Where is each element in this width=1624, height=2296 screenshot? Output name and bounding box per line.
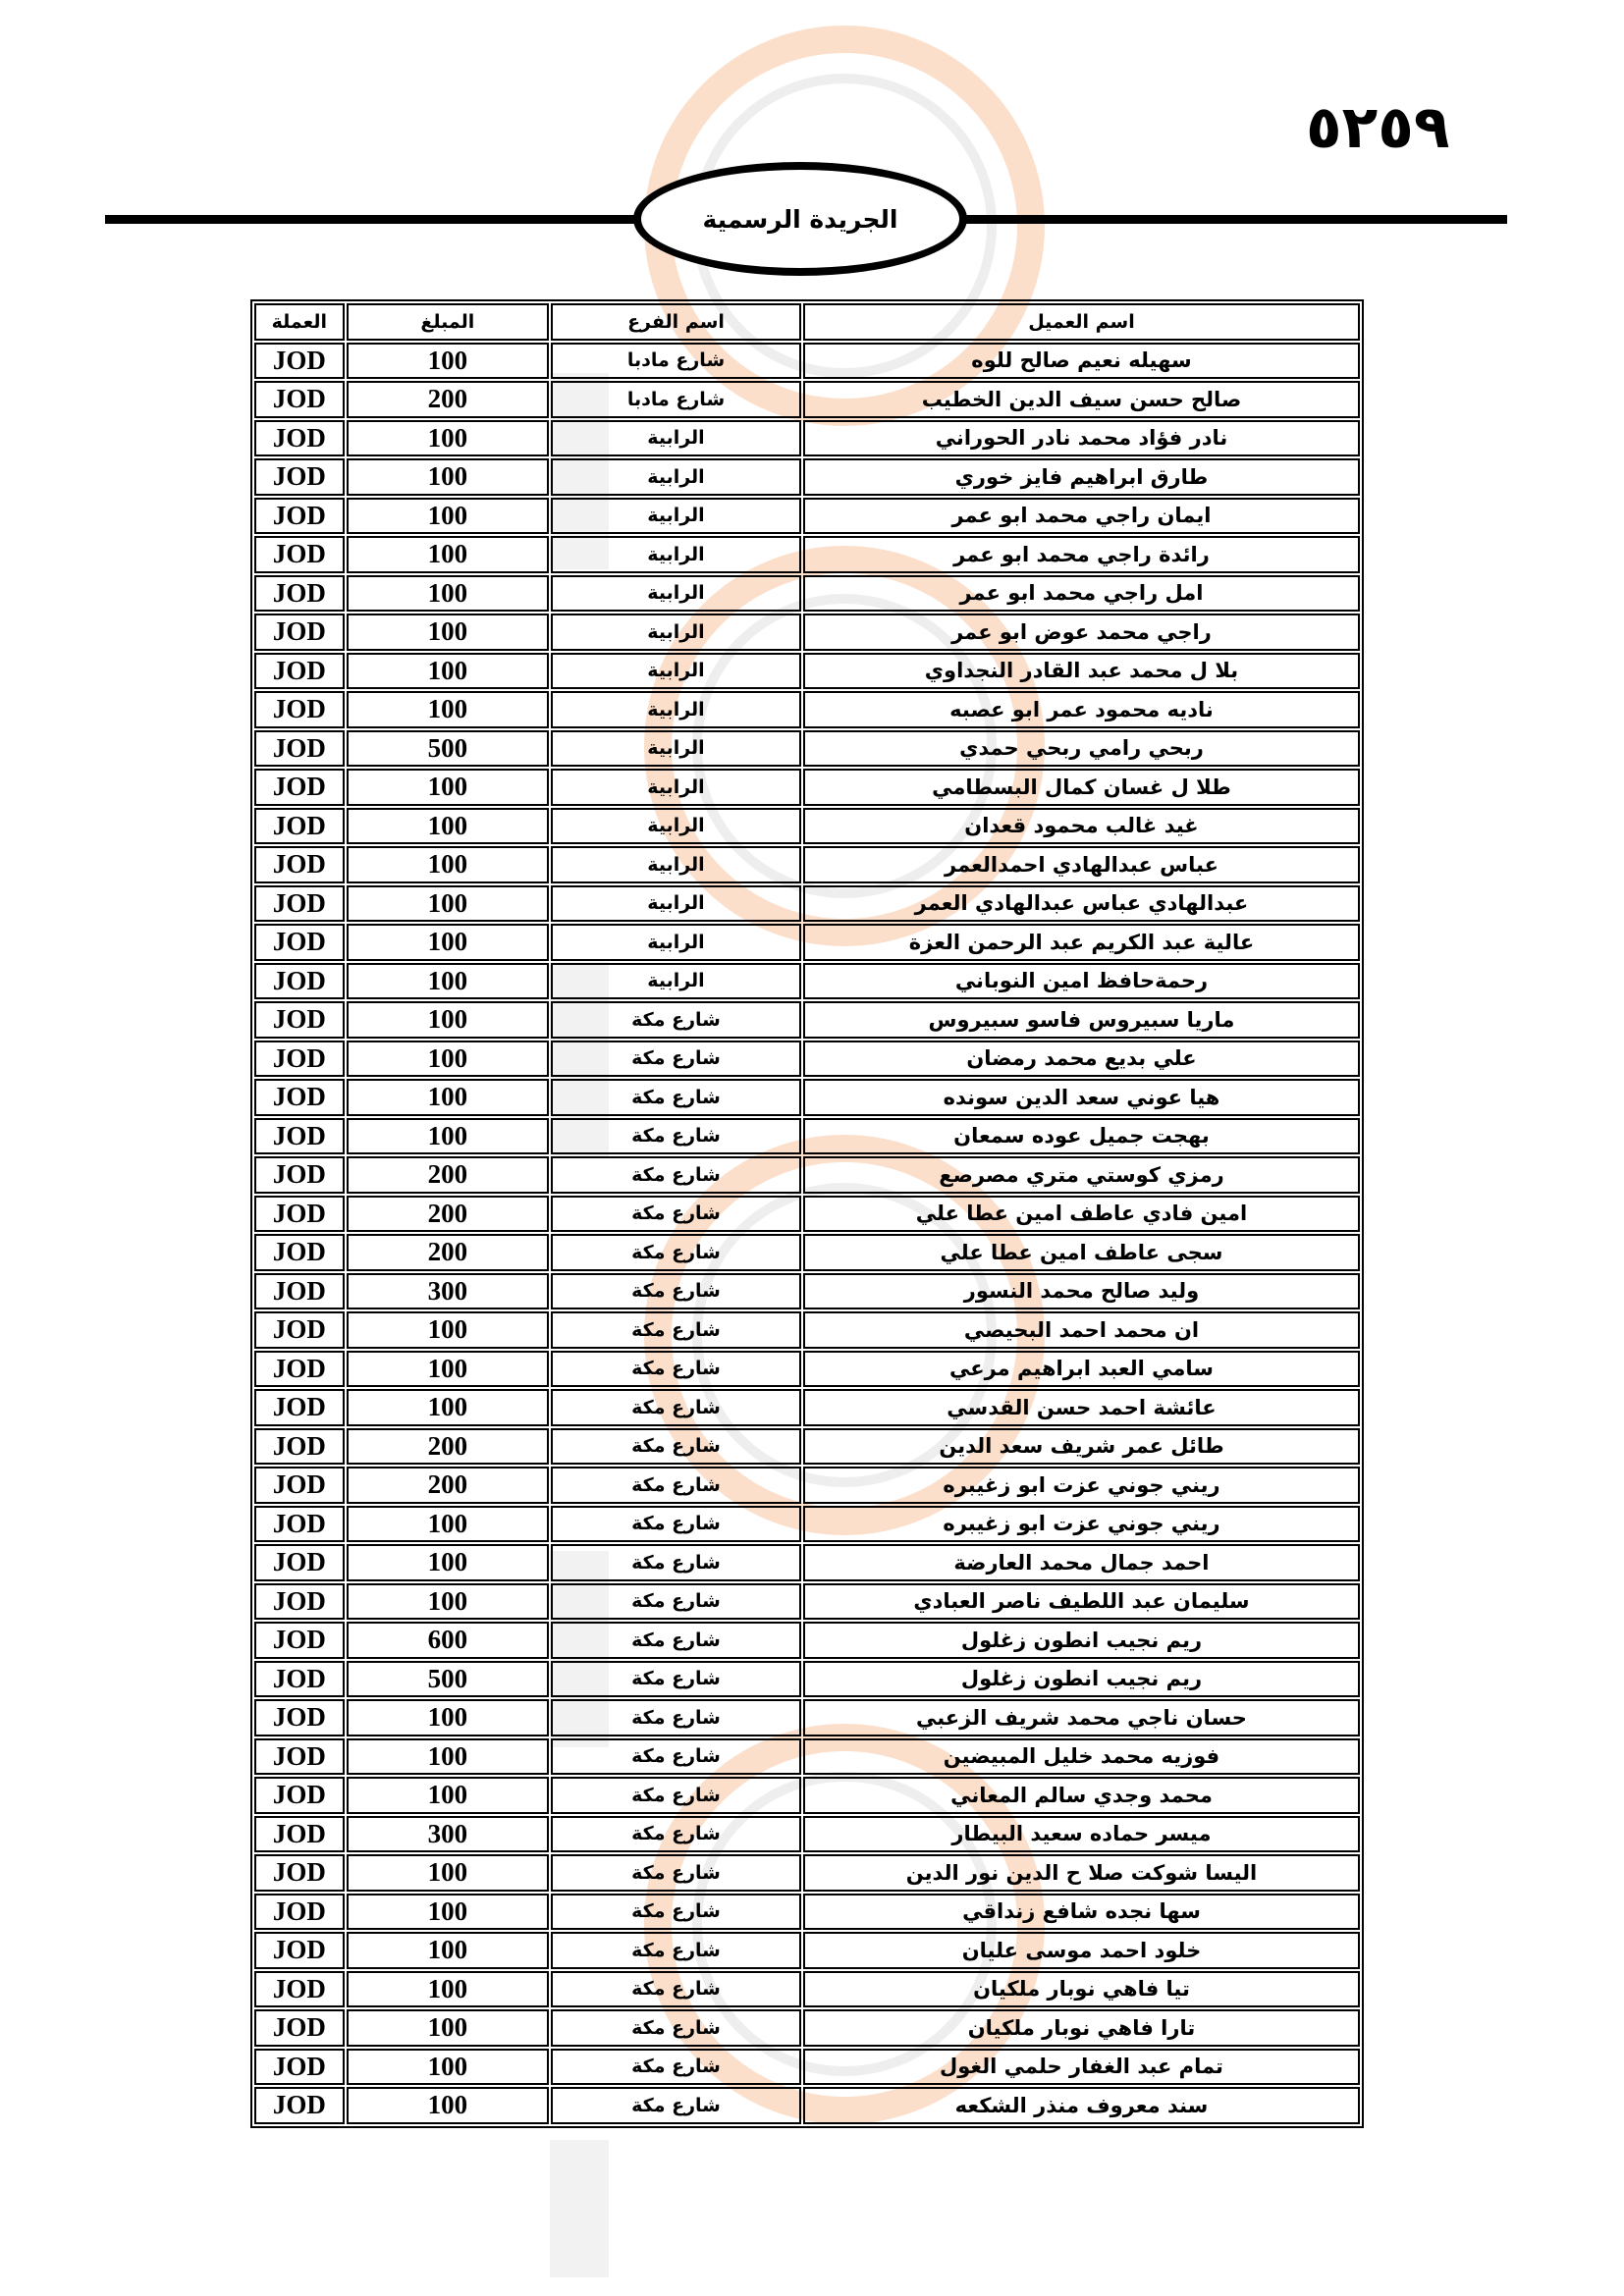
table-row: [254, 1971, 1360, 2008]
table-row: [254, 885, 1360, 923]
table-row: [254, 1351, 1360, 1388]
table-row: [254, 420, 1360, 457]
currency-cell: JOD: [254, 1156, 345, 1194]
table-row: [254, 498, 1360, 535]
amount-cell: 100: [347, 1894, 549, 1931]
ledger-table: [250, 299, 1364, 2128]
customer-name-cell: اليسا شوكت صلا ح الدين نور الدين: [803, 1854, 1360, 1892]
table-row: [254, 846, 1360, 883]
table-row: [254, 1196, 1360, 1233]
currency-cell: JOD: [254, 885, 345, 923]
customer-name-cell: سها نجده شافع زنداقي: [803, 1894, 1360, 1931]
branch-cell: شارع مكة: [551, 1079, 801, 1116]
table-row: [254, 1699, 1360, 1736]
customer-name-cell: ربحي رامي ربحي حمدي: [803, 730, 1360, 768]
ledger-body: [254, 343, 1360, 2124]
header-amount: المبلغ: [347, 303, 549, 341]
amount-cell: 100: [347, 1001, 549, 1039]
customer-name-cell: ريني جوني عزت ابو زغيبره: [803, 1467, 1360, 1504]
customer-name-cell: حسان ناجي محمد شريف الزعبي: [803, 1699, 1360, 1736]
table-row: [254, 808, 1360, 845]
customer-name-cell: ريم نجيب انطون زغلول: [803, 1622, 1360, 1659]
customer-name-cell: سجى عاطف امين عطا علي: [803, 1234, 1360, 1271]
customer-name-cell: سهيله نعيم صالح للوه: [803, 343, 1360, 380]
currency-cell: JOD: [254, 730, 345, 768]
branch-cell: شارع مكة: [551, 1854, 801, 1892]
branch-cell: الرابية: [551, 536, 801, 573]
customer-name-cell: تمام عبد الغفار حلمي الغول: [803, 2049, 1360, 2086]
branch-cell: الرابية: [551, 808, 801, 845]
currency-cell: JOD: [254, 1894, 345, 1931]
amount-cell: 100: [347, 1854, 549, 1892]
table-row: [254, 1428, 1360, 1466]
currency-cell: JOD: [254, 1273, 345, 1310]
amount-cell: 500: [347, 1661, 549, 1698]
customer-name-cell: ايمان راجي محمد ابو عمر: [803, 498, 1360, 535]
currency-cell: JOD: [254, 614, 345, 651]
currency-cell: JOD: [254, 1041, 345, 1078]
branch-cell: شارع مكة: [551, 1816, 801, 1853]
branch-cell: شارع مكة: [551, 1544, 801, 1581]
amount-cell: 100: [347, 1351, 549, 1388]
customer-name-cell: سامي العبد ابراهيم مرعي: [803, 1351, 1360, 1388]
currency-cell: JOD: [254, 924, 345, 961]
customer-name-cell: عائشة احمد حسن القدسي: [803, 1389, 1360, 1426]
branch-cell: الرابية: [551, 846, 801, 883]
currency-cell: JOD: [254, 2087, 345, 2124]
branch-cell: الرابية: [551, 498, 801, 535]
currency-cell: JOD: [254, 691, 345, 728]
amount-cell: 300: [347, 1816, 549, 1853]
table-row: [254, 1001, 1360, 1039]
branch-cell: شارع مكة: [551, 1311, 801, 1349]
customer-name-cell: ريم نجيب انطون زغلول: [803, 1661, 1360, 1698]
table-row: [254, 924, 1360, 961]
currency-cell: JOD: [254, 1661, 345, 1698]
table-row: [254, 2009, 1360, 2047]
table-row: [254, 691, 1360, 728]
branch-cell: الرابية: [551, 885, 801, 923]
branch-cell: شارع مكة: [551, 1196, 801, 1233]
amount-cell: 100: [347, 1544, 549, 1581]
amount-cell: 100: [347, 575, 549, 613]
amount-cell: 200: [347, 1467, 549, 1504]
branch-cell: الرابية: [551, 614, 801, 651]
amount-cell: 200: [347, 1156, 549, 1194]
amount-cell: 200: [347, 1234, 549, 1271]
currency-cell: JOD: [254, 1932, 345, 1969]
currency-cell: JOD: [254, 808, 345, 845]
branch-cell: الرابية: [551, 575, 801, 613]
currency-cell: JOD: [254, 420, 345, 457]
amount-cell: 500: [347, 730, 549, 768]
currency-cell: JOD: [254, 2009, 345, 2047]
amount-cell: 100: [347, 1738, 549, 1776]
table-row: [254, 458, 1360, 496]
currency-cell: JOD: [254, 653, 345, 690]
amount-cell: 100: [347, 691, 549, 728]
amount-cell: 300: [347, 1273, 549, 1310]
table-row: [254, 1816, 1360, 1853]
branch-cell: شارع مكة: [551, 1001, 801, 1039]
currency-cell: JOD: [254, 1467, 345, 1504]
amount-cell: 200: [347, 381, 549, 418]
customer-name-cell: خلود احمد موسى عليان: [803, 1932, 1360, 1969]
branch-cell: شارع مكة: [551, 1389, 801, 1426]
currency-cell: JOD: [254, 963, 345, 1000]
branch-cell: الرابية: [551, 769, 801, 806]
amount-cell: 600: [347, 1622, 549, 1659]
branch-cell: شارع مادبا: [551, 343, 801, 380]
header-currency: العملة: [254, 303, 345, 341]
table-row: [254, 1079, 1360, 1116]
amount-cell: 100: [347, 458, 549, 496]
currency-cell: JOD: [254, 498, 345, 535]
customer-name-cell: سند معروف منذر الشكعه: [803, 2087, 1360, 2124]
customer-name-cell: امل راجي محمد ابو عمر: [803, 575, 1360, 613]
table-row: [254, 1738, 1360, 1776]
amount-cell: 100: [347, 2087, 549, 2124]
table-row: [254, 1467, 1360, 1504]
customer-name-cell: ميسر حماده سعيد البيطار: [803, 1816, 1360, 1853]
branch-cell: الرابية: [551, 730, 801, 768]
table-row: [254, 1583, 1360, 1621]
branch-cell: شارع مكة: [551, 1583, 801, 1621]
currency-cell: JOD: [254, 769, 345, 806]
table-row: [254, 1311, 1360, 1349]
table-row: [254, 381, 1360, 418]
branch-cell: شارع مكة: [551, 2049, 801, 2086]
table-row: [254, 653, 1360, 690]
branch-cell: شارع مكة: [551, 1777, 801, 1814]
customer-name-cell: عالية عبد الكريم عبد الرحمن العزة: [803, 924, 1360, 961]
currency-cell: JOD: [254, 2049, 345, 2086]
customer-name-cell: محمد وجدي سالم المعاني: [803, 1777, 1360, 1814]
currency-cell: JOD: [254, 1777, 345, 1814]
amount-cell: 100: [347, 808, 549, 845]
amount-cell: 100: [347, 1389, 549, 1426]
customer-name-cell: غيد غالب محمود قعدان: [803, 808, 1360, 845]
amount-cell: 100: [347, 420, 549, 457]
table-row: [254, 1389, 1360, 1426]
amount-cell: 100: [347, 1932, 549, 1969]
currency-cell: JOD: [254, 1544, 345, 1581]
customer-name-cell: بهجت جميل عوده سمعان: [803, 1118, 1360, 1155]
branch-cell: الرابية: [551, 420, 801, 457]
table-row: [254, 1894, 1360, 1931]
amount-cell: 100: [347, 1506, 549, 1543]
branch-cell: شارع مكة: [551, 1738, 801, 1776]
table-row: [254, 343, 1360, 380]
customer-name-cell: راجي محمد عوض ابو عمر: [803, 614, 1360, 651]
customer-name-cell: علي بديع محمد رمضان: [803, 1041, 1360, 1078]
currency-cell: JOD: [254, 1351, 345, 1388]
currency-cell: JOD: [254, 1738, 345, 1776]
table-row: [254, 1854, 1360, 1892]
amount-cell: 100: [347, 924, 549, 961]
table-row: [254, 1622, 1360, 1659]
currency-cell: JOD: [254, 846, 345, 883]
amount-cell: 100: [347, 846, 549, 883]
branch-cell: شارع مكة: [551, 1894, 801, 1931]
currency-cell: JOD: [254, 1506, 345, 1543]
customer-name-cell: بلا ل محمد عبد القادر النجداوي: [803, 653, 1360, 690]
branch-cell: شارع مكة: [551, 1932, 801, 1969]
customer-name-cell: تيا فاهي نوبار ملكيان: [803, 1971, 1360, 2008]
branch-cell: شارع مكة: [551, 1351, 801, 1388]
customer-name-cell: رائدة راجي محمد ابو عمر: [803, 536, 1360, 573]
currency-cell: JOD: [254, 575, 345, 613]
table-row: [254, 575, 1360, 613]
customer-name-cell: صالح حسن سيف الدين الخطيب: [803, 381, 1360, 418]
currency-cell: JOD: [254, 1001, 345, 1039]
table-row: [254, 1041, 1360, 1078]
currency-cell: JOD: [254, 1816, 345, 1853]
customer-name-cell: سليمان عبد اللطيف ناصر العبادي: [803, 1583, 1360, 1621]
table-row: [254, 1118, 1360, 1155]
amount-cell: 100: [347, 536, 549, 573]
amount-cell: 200: [347, 1428, 549, 1466]
table-row: [254, 1156, 1360, 1194]
customer-name-cell: رحمةحافظ امين النوباني: [803, 963, 1360, 1000]
branch-cell: شارع مكة: [551, 1467, 801, 1504]
table-row: [254, 963, 1360, 1000]
branch-cell: شارع مكة: [551, 1234, 801, 1271]
table-header-row: [254, 303, 1360, 341]
amount-cell: 100: [347, 1041, 549, 1078]
customer-name-cell: طائل عمر شريف سعد الدين: [803, 1428, 1360, 1466]
branch-cell: الرابية: [551, 458, 801, 496]
customer-name-cell: وليد صالح محمد النسور: [803, 1273, 1360, 1310]
amount-cell: 100: [347, 1079, 549, 1116]
amount-cell: 100: [347, 1118, 549, 1155]
branch-cell: شارع مكة: [551, 1699, 801, 1736]
customer-name-cell: ريني جوني عزت ابو زغيبره: [803, 1506, 1360, 1543]
table-row: [254, 2049, 1360, 2086]
customer-name-cell: احمد جمال محمد العارضة: [803, 1544, 1360, 1581]
currency-cell: JOD: [254, 1854, 345, 1892]
branch-cell: شارع مكة: [551, 2087, 801, 2124]
branch-cell: شارع مكة: [551, 1273, 801, 1310]
currency-cell: JOD: [254, 1971, 345, 2008]
branch-cell: شارع مكة: [551, 1506, 801, 1543]
branch-cell: شارع مكة: [551, 1622, 801, 1659]
currency-cell: JOD: [254, 1311, 345, 1349]
table-row: [254, 1777, 1360, 1814]
amount-cell: 100: [347, 1699, 549, 1736]
customer-name-cell: ان محمد احمد البحيصي: [803, 1311, 1360, 1349]
branch-cell: الرابية: [551, 653, 801, 690]
customer-name-cell: ناديه محمود عمر ابو عصبه: [803, 691, 1360, 728]
amount-cell: 100: [347, 614, 549, 651]
branch-cell: شارع مكة: [551, 1156, 801, 1194]
amount-cell: 100: [347, 1311, 549, 1349]
table-row: [254, 1544, 1360, 1581]
amount-cell: 100: [347, 343, 549, 380]
table-row: [254, 2087, 1360, 2124]
branch-cell: شارع مكة: [551, 1118, 801, 1155]
table-row: [254, 1234, 1360, 1271]
amount-cell: 100: [347, 498, 549, 535]
amount-cell: 100: [347, 2009, 549, 2047]
customer-name-cell: فوزيه محمد خليل المبيضين: [803, 1738, 1360, 1776]
currency-cell: JOD: [254, 1234, 345, 1271]
currency-cell: JOD: [254, 458, 345, 496]
currency-cell: JOD: [254, 1622, 345, 1659]
page-number: ٥٢٥٩: [1306, 93, 1450, 162]
amount-cell: 100: [347, 885, 549, 923]
table-row: [254, 1273, 1360, 1310]
table-row: [254, 1932, 1360, 1969]
customer-name-cell: نادر فؤاد محمد نادر الحوراني: [803, 420, 1360, 457]
amount-cell: 100: [347, 653, 549, 690]
currency-cell: JOD: [254, 1118, 345, 1155]
table-row: [254, 730, 1360, 768]
customer-name-cell: عباس عبدالهادي احمدالعمر: [803, 846, 1360, 883]
branch-cell: شارع مكة: [551, 1661, 801, 1698]
amount-cell: 100: [347, 1583, 549, 1621]
currency-cell: JOD: [254, 1079, 345, 1116]
header-title-oval: [633, 162, 967, 276]
customer-name-cell: طلا ل غسان كمال البسطامي: [803, 769, 1360, 806]
currency-cell: JOD: [254, 381, 345, 418]
table-row: [254, 536, 1360, 573]
currency-cell: JOD: [254, 343, 345, 380]
amount-cell: 100: [347, 963, 549, 1000]
header-title: الجريدة الرسمية: [702, 204, 898, 234]
table-row: [254, 614, 1360, 651]
customer-name-cell: طارق ابراهيم فايز خوري: [803, 458, 1360, 496]
header-customer-name: اسم العميل: [803, 303, 1360, 341]
currency-cell: JOD: [254, 1389, 345, 1426]
table-row: [254, 769, 1360, 806]
branch-cell: شارع مكة: [551, 1041, 801, 1078]
currency-cell: JOD: [254, 536, 345, 573]
customer-name-cell: امين فادي عاطف امين عطا علي: [803, 1196, 1360, 1233]
table-row: [254, 1661, 1360, 1698]
currency-cell: JOD: [254, 1699, 345, 1736]
amount-cell: 100: [347, 1971, 549, 2008]
branch-cell: شارع مكة: [551, 1428, 801, 1466]
customer-name-cell: رمزي كوستي متري مصرصع: [803, 1156, 1360, 1194]
amount-cell: 200: [347, 1196, 549, 1233]
amount-cell: 100: [347, 1777, 549, 1814]
customer-name-cell: تارا فاهي نوبار ملكيان: [803, 2009, 1360, 2047]
branch-cell: الرابية: [551, 691, 801, 728]
amount-cell: 100: [347, 2049, 549, 2086]
branch-cell: الرابية: [551, 924, 801, 961]
customer-name-cell: عبدالهادي عباس عبدالهادي العمر: [803, 885, 1360, 923]
amount-cell: 100: [347, 769, 549, 806]
branch-cell: شارع مكة: [551, 2009, 801, 2047]
branch-cell: الرابية: [551, 963, 801, 1000]
customer-name-cell: ماريا سبيروس فاسو سبيروس: [803, 1001, 1360, 1039]
branch-cell: شارع مكة: [551, 1971, 801, 2008]
currency-cell: JOD: [254, 1196, 345, 1233]
table-row: [254, 1506, 1360, 1543]
currency-cell: JOD: [254, 1428, 345, 1466]
customer-name-cell: هيا عوني سعد الدين سونده: [803, 1079, 1360, 1116]
header-branch-name: اسم الفرع: [551, 303, 801, 341]
branch-cell: شارع مادبا: [551, 381, 801, 418]
currency-cell: JOD: [254, 1583, 345, 1621]
